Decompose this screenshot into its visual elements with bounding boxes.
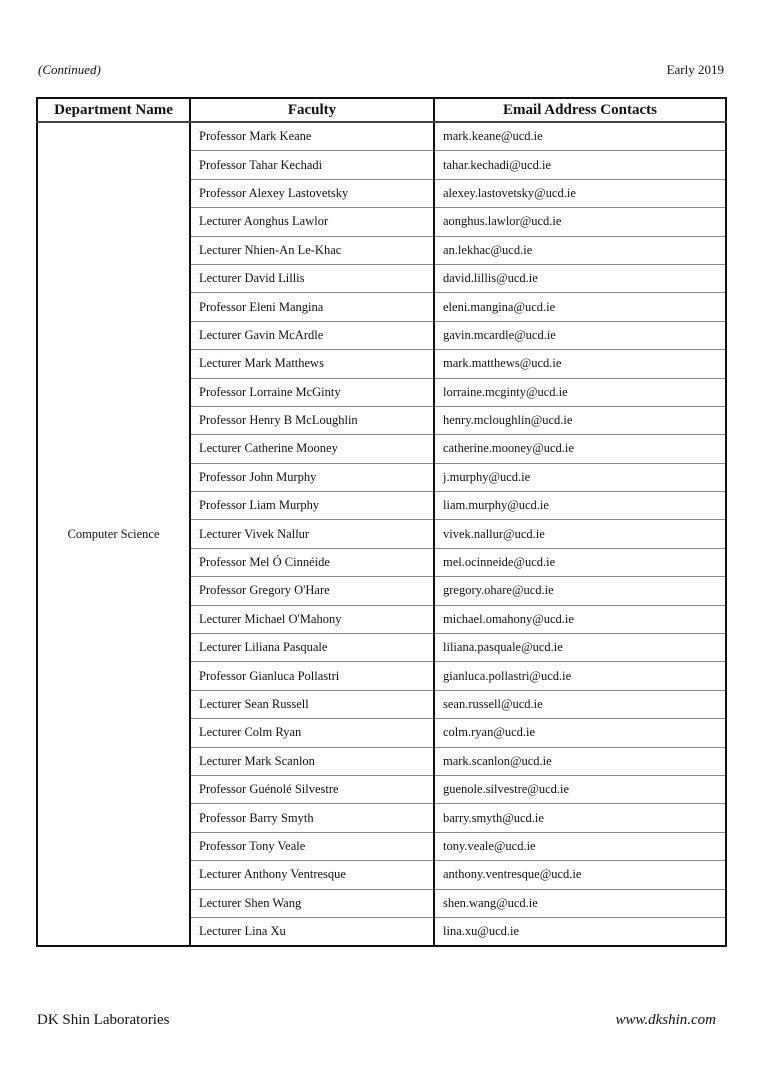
email-cell: aonghus.lawlor@ucd.ie — [434, 208, 726, 236]
email-cell: eleni.mangina@ucd.ie — [434, 293, 726, 321]
department-cell: Computer Science — [37, 122, 190, 946]
faculty-cell: Lecturer Shen Wang — [190, 889, 434, 917]
faculty-cell: Lecturer Catherine Mooney — [190, 435, 434, 463]
faculty-cell: Professor Tahar Kechadi — [190, 151, 434, 179]
email-cell: tony.veale@ucd.ie — [434, 832, 726, 860]
email-cell: anthony.ventresque@ucd.ie — [434, 861, 726, 889]
faculty-cell: Professor Mel Ó Cinnéide — [190, 548, 434, 576]
faculty-cell: Professor Lorraine McGinty — [190, 378, 434, 406]
email-cell: henry.mcloughlin@ucd.ie — [434, 406, 726, 434]
faculty-cell: Professor Gregory O'Hare — [190, 577, 434, 605]
faculty-cell: Lecturer Vivek Nallur — [190, 520, 434, 548]
email-cell: mark.matthews@ucd.ie — [434, 350, 726, 378]
faculty-cell: Professor Mark Keane — [190, 122, 434, 151]
faculty-cell: Lecturer Colm Ryan — [190, 719, 434, 747]
email-cell: gavin.mcardle@ucd.ie — [434, 321, 726, 349]
date-label: Early 2019 — [666, 62, 724, 77]
footer-website: www.dkshin.com — [615, 1012, 716, 1028]
faculty-cell: Professor John Murphy — [190, 463, 434, 491]
table-body — [37, 122, 726, 946]
email-cell: j.murphy@ucd.ie — [434, 463, 726, 491]
faculty-cell: Professor Henry B McLoughlin — [190, 406, 434, 434]
faculty-directory-table — [36, 97, 727, 947]
faculty-cell: Lecturer Aonghus Lawlor — [190, 208, 434, 236]
email-cell: alexey.lastovetsky@ucd.ie — [434, 179, 726, 207]
faculty-cell: Professor Barry Smyth — [190, 804, 434, 832]
email-cell: guenole.silvestre@ucd.ie — [434, 775, 726, 803]
faculty-cell: Lecturer Gavin McArdle — [190, 321, 434, 349]
email-cell: liam.murphy@ucd.ie — [434, 492, 726, 520]
column-header-department: Department Name — [37, 98, 190, 122]
email-cell: tahar.kechadi@ucd.ie — [434, 151, 726, 179]
email-cell: gianluca.pollastri@ucd.ie — [434, 662, 726, 690]
faculty-cell: Lecturer Michael O'Mahony — [190, 605, 434, 633]
faculty-cell: Professor Gianluca Pollastri — [190, 662, 434, 690]
column-header-faculty: Faculty — [190, 98, 434, 122]
faculty-cell: Lecturer Mark Scanlon — [190, 747, 434, 775]
faculty-cell: Professor Alexey Lastovetsky — [190, 179, 434, 207]
faculty-cell: Lecturer Liliana Pasquale — [190, 634, 434, 662]
email-cell: gregory.ohare@ucd.ie — [434, 577, 726, 605]
faculty-cell: Professor Tony Veale — [190, 832, 434, 860]
faculty-cell: Lecturer Lina Xu — [190, 917, 434, 946]
email-cell: shen.wang@ucd.ie — [434, 889, 726, 917]
email-cell: catherine.mooney@ucd.ie — [434, 435, 726, 463]
email-cell: michael.omahony@ucd.ie — [434, 605, 726, 633]
table-header-row — [37, 98, 726, 122]
email-cell: lorraine.mcginty@ucd.ie — [434, 378, 726, 406]
email-cell: liliana.pasquale@ucd.ie — [434, 634, 726, 662]
email-cell: vivek.nallur@ucd.ie — [434, 520, 726, 548]
column-header-email: Email Address Contacts — [434, 98, 726, 122]
continued-label: (Continued) — [38, 62, 101, 77]
email-cell: colm.ryan@ucd.ie — [434, 719, 726, 747]
faculty-cell: Lecturer Sean Russell — [190, 690, 434, 718]
footer-organization: DK Shin Laboratories — [37, 1012, 170, 1028]
table-row — [37, 122, 726, 151]
email-cell: lina.xu@ucd.ie — [434, 917, 726, 946]
email-cell: mel.ocinneide@ucd.ie — [434, 548, 726, 576]
faculty-cell: Professor Guénolé Silvestre — [190, 775, 434, 803]
faculty-cell: Lecturer Anthony Ventresque — [190, 861, 434, 889]
email-cell: an.lekhac@ucd.ie — [434, 236, 726, 264]
faculty-cell: Professor Liam Murphy — [190, 492, 434, 520]
email-cell: mark.keane@ucd.ie — [434, 122, 726, 151]
email-cell: barry.smyth@ucd.ie — [434, 804, 726, 832]
email-cell: david.lillis@ucd.ie — [434, 264, 726, 292]
faculty-cell: Lecturer Mark Matthews — [190, 350, 434, 378]
faculty-cell: Lecturer David Lillis — [190, 264, 434, 292]
email-cell: sean.russell@ucd.ie — [434, 690, 726, 718]
faculty-cell: Professor Eleni Mangina — [190, 293, 434, 321]
faculty-cell: Lecturer Nhien-An Le-Khac — [190, 236, 434, 264]
email-cell: mark.scanlon@ucd.ie — [434, 747, 726, 775]
